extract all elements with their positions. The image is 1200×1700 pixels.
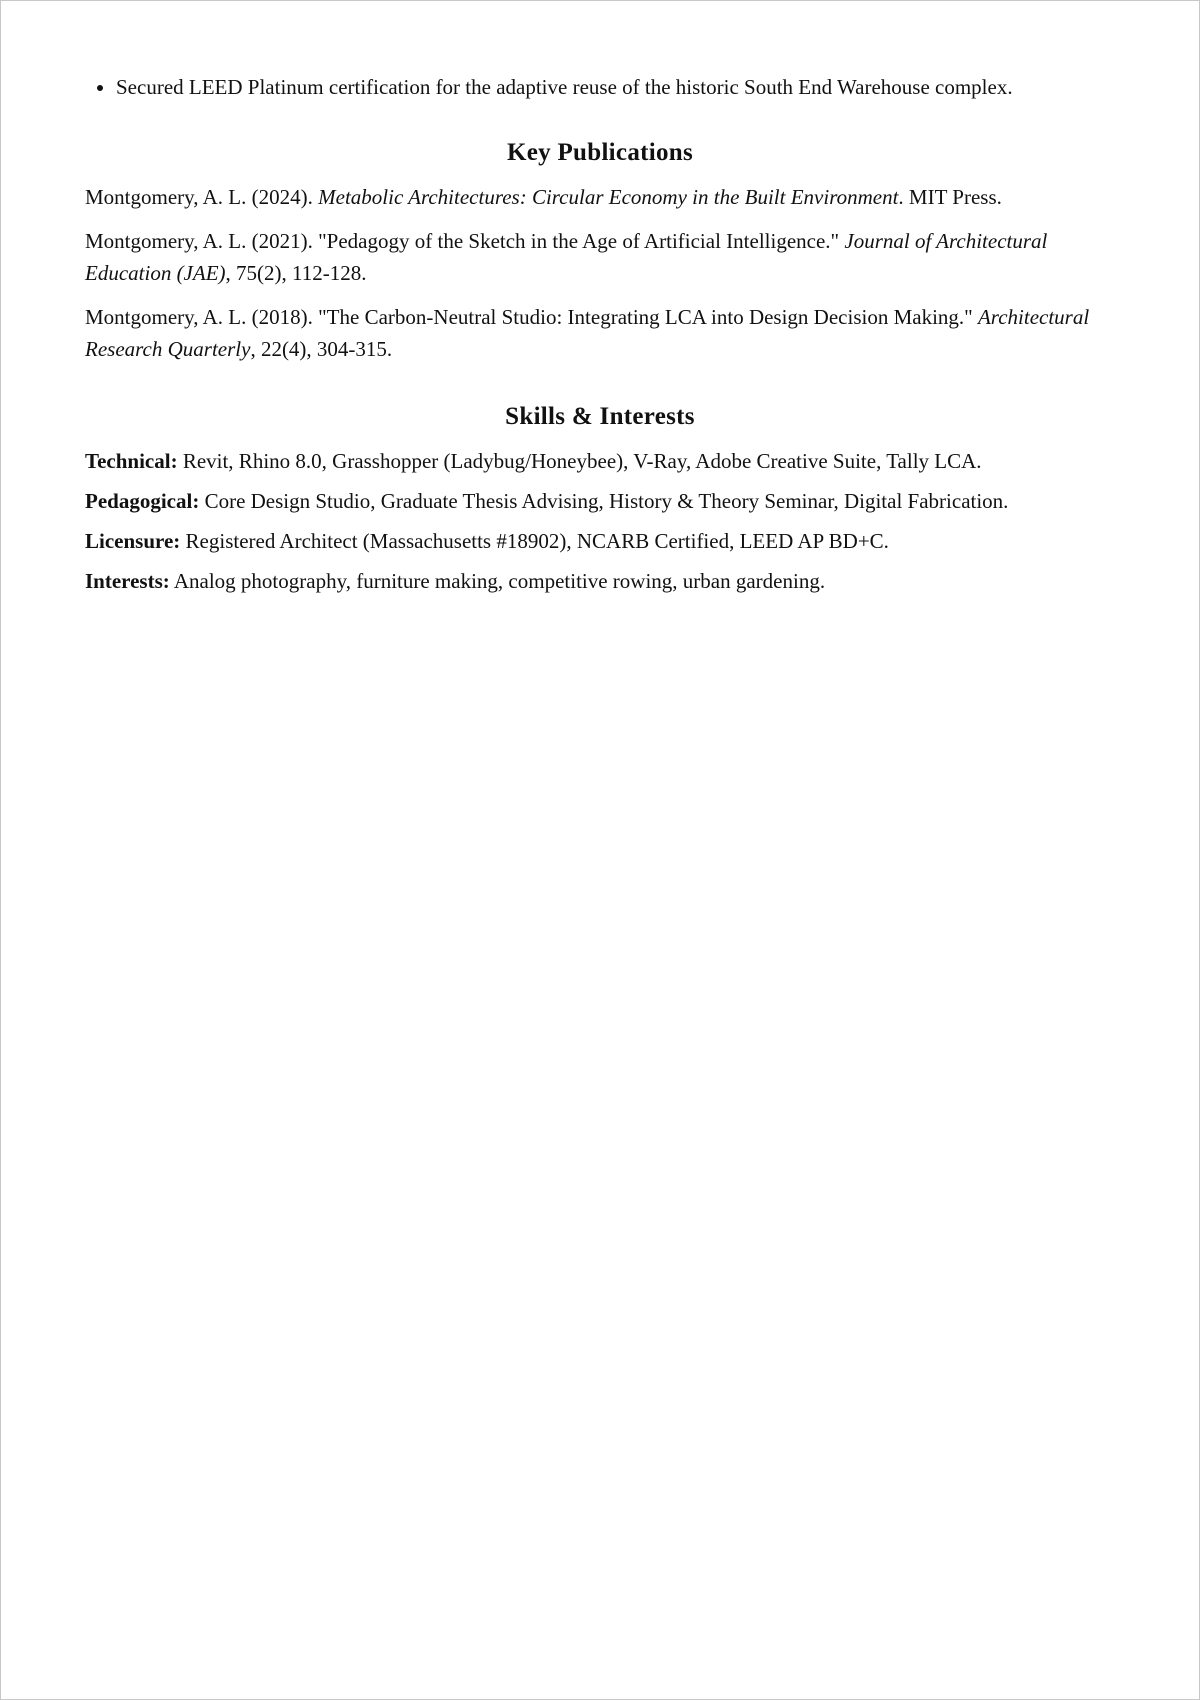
- skill-text: Core Design Studio, Graduate Thesis Advising, History & Theory Seminar, Digital Fabrication.: [199, 489, 1009, 513]
- publication-entry: [85, 301, 1115, 365]
- achievement-item: • Secured LEED Platinum certification for the adaptive reuse of the historic South End Warehouse complex.: [116, 71, 1115, 103]
- publication-entry: [85, 225, 1115, 289]
- skills-heading: Skills & Interests: [505, 403, 695, 430]
- publication-citation: Montgomery, A. L. (2021). "Pedagogy of the Sketch in the Age of Artificial Intelligence.": [85, 229, 845, 253]
- skill-line-interests: [85, 565, 1115, 597]
- skill-text: Analog photography, furniture making, competitive rowing, urban gardening.: [169, 569, 826, 593]
- publication-journal: Journal of Architectural Education (JAE): [85, 229, 1048, 285]
- publication-details: , 22(4), 304-315.: [250, 337, 393, 361]
- publications-heading: Key Publications: [506, 139, 694, 166]
- skill-label: Interests:: [85, 569, 170, 593]
- publication-details: . MIT Press.: [898, 185, 1002, 209]
- publication-journal: Architectural Research Quarterly: [85, 305, 1090, 361]
- skill-label: Pedagogical:: [85, 489, 200, 513]
- achievement-list: [85, 71, 1115, 103]
- skill-text: Revit, Rhino 8.0, Grasshopper (Ladybug/Honeybee), V-Ray, Adobe Creative Suite, Tally LCA.: [177, 449, 982, 473]
- skill-line-licensure: [85, 525, 1115, 557]
- publication-title: Metabolic Architectures: Circular Economy in the Built Environment: [318, 185, 899, 209]
- skill-label: Technical:: [85, 449, 178, 473]
- publication-entry: [85, 181, 1115, 213]
- skill-text: Registered Architect (Massachusetts #18902), NCARB Certified, LEED AP BD+C.: [180, 529, 889, 553]
- publication-citation: Montgomery, A. L. (2018). "The Carbon-Neutral Studio: Integrating LCA into Design Decision Making.": [85, 305, 978, 329]
- publication-citation: Montgomery, A. L. (2024).: [85, 185, 319, 209]
- document-content: [85, 71, 1115, 605]
- skill-label: Licensure:: [85, 529, 181, 553]
- skill-line-pedagogical: [85, 485, 1115, 517]
- skill-line-technical: [85, 445, 1115, 477]
- publication-details: , 75(2), 112-128.: [225, 261, 367, 285]
